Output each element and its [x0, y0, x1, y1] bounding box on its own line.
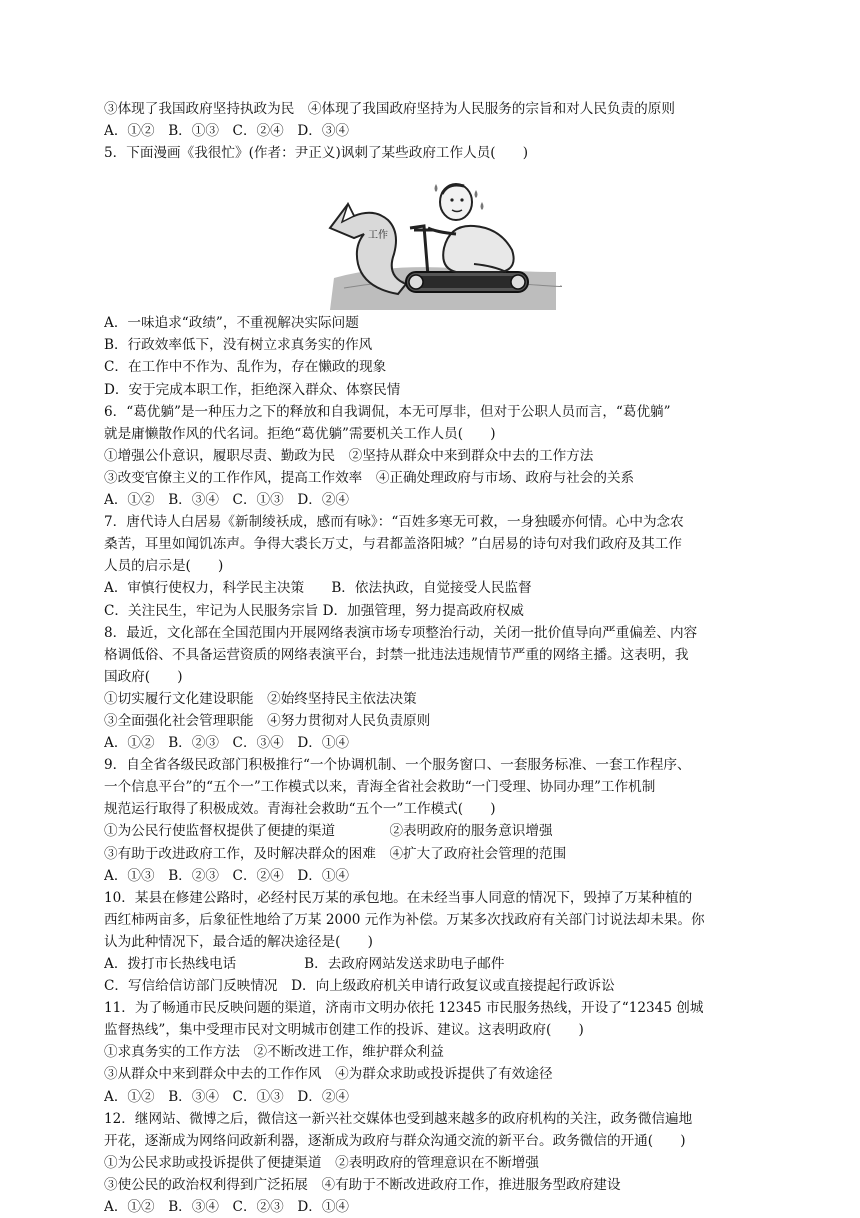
text-line: 8．最近，文化部在全国范围内开展网络表演市场专项整治行动，关闭一批价值导向严重偏差、内容 — [104, 624, 698, 641]
text-line: 监督热线”，集中受理市民对文明城市创建工作的投诉、建议。这表明政府( ) — [104, 1022, 584, 1039]
text-line: ①求真务实的工作方法 ②不断改进工作，维护群众利益 — [104, 1044, 444, 1061]
text-line: C．关注民生，牢记为人民服务宗旨 D．加强管理，努力提高政府权威 — [104, 602, 524, 619]
text-line: 12．继网站、微博之后，微信这一新兴社交媒体也受到越来越多的政府机构的关注，政务微信遍地 — [104, 1110, 693, 1127]
question-5-stem: 5．下面漫画《我很忙》(作者：尹正义)讽刺了某些政府工作人员( ) — [104, 145, 529, 162]
text-line: A．拨打市长热线电话 B．去政府网站发送求助电子邮件 — [104, 956, 505, 972]
text-line: A．①③ B．②③ C．②④ D．①④ — [104, 867, 350, 884]
text-line: ③使公民的政治权利得到广泛拓展 ④有助于不断改进政府工作，推进服务型政府建设 — [104, 1176, 621, 1193]
text-line: A．一味追求“政绩”，不重视解决实际问题 — [104, 315, 359, 332]
text-line: 6．“葛优躺”是一种压力之下的释放和自我调侃，本无可厚非，但对于公职人员而言，“葛优躺” — [104, 403, 671, 420]
text-line: 就是庸懒散作风的代名词。拒绝“葛优躺”需要机关工作人员( ) — [104, 425, 496, 442]
text-line: A．①② B．③④ C．②③ D．①④ — [104, 1199, 350, 1216]
text-line: D．安于完成本职工作，拒绝深入群众、体察民情 — [104, 381, 401, 398]
text-line: ①切实履行文化建设职能 ②始终坚持民主依法决策 — [104, 690, 417, 707]
text-line: 国政府( ) — [104, 668, 183, 685]
text-line: A．审慎行使权力，科学民主决策 B．依法执政，自觉接受人民监督 — [104, 580, 532, 597]
scroll-label: 工作 — [368, 230, 388, 242]
text-line: ③改变官僚主义的工作作风，提高工作效率 ④正确处理政府与市场、政府与社会的关系 — [104, 469, 635, 486]
question-content — [104, 98, 772, 1218]
text-line: C．写信给信访部门反映情况 D．向上级政府机关申请行政复议或直接提起行政诉讼 — [104, 978, 615, 995]
text-line: ③有助于改进政府工作，及时解决群众的困难 ④扩大了政府社会管理的范围 — [104, 845, 567, 862]
text-line: ①增强公仆意识，履职尽责、勤政为民 ②坚持从群众中来到群众中去的工作方法 — [104, 447, 594, 464]
text-line: 7．唐代诗人白居易《新制绫袄成，感而有咏》：“百姓多寒无可救，一身独暖亦何情。心中为念农 — [104, 514, 684, 531]
cartoon-image — [324, 168, 562, 310]
text-line: 9．自全省各级民政部门积极推行“一个协调机制、一个服务窗口、一套服务标准、一套工作程序、 — [104, 757, 691, 774]
text-line: ①为公民求助或投诉提供了便捷渠道 ②表明政府的管理意识在不断增强 — [104, 1154, 539, 1171]
text-line: A．①② B．③④ C．①③ D．②④ — [104, 492, 350, 509]
question-list — [104, 312, 772, 1218]
text-line: A．①② B．①③ C．②④ D．③④ — [104, 123, 350, 140]
text-line: 西红柿两亩多，后象征性地给了万某 2000 元作为补偿。万某多次找政府有关部门讨说法却未果。你 — [104, 911, 705, 928]
text-line: 规范运行取得了积极成效。青海社会救助“五个一”工作模式( ) — [104, 801, 496, 818]
text-line: 格调低俗、不具备运营资质的网络表演平台，封禁一批违法违规情节严重的网络主播。这表明，我 — [104, 646, 689, 663]
text-line: ③体现了我国政府坚持执政为民 ④体现了我国政府坚持为人民服务的宗旨和对人民负责的原则 — [104, 101, 675, 117]
text-line: 桑苦，耳里如闻饥冻声。争得大裘长万丈，与君都盖洛阳城？”白居易的诗句对我们政府及其工作 — [104, 536, 682, 553]
text-line: A．①② B．②③ C．③④ D．①④ — [104, 735, 350, 752]
text-line: 11．为了畅通市民反映问题的渠道，济南市文明办依托 12345 市民服务热线，开设了“12345 创城 — [104, 1000, 704, 1017]
text-line: C．在工作中不作为、乱作为，存在懒政的现象 — [104, 359, 387, 376]
text-line: 10．某县在修建公路时，必经村民万某的承包地。在未经当事人同意的情况下，毁掉了万某种植的 — [104, 889, 693, 906]
text-line: B．行政效率低下，没有树立求真务实的作风 — [104, 337, 373, 354]
text-line: ①为公民行使监督权提供了便捷的渠道 ②表明政府的服务意识增强 — [104, 823, 553, 840]
cartoon-area — [104, 164, 772, 312]
text-line: 一个信息平台”的“五个一”工作模式以来，青海全省社会救助“一门受理、协同办理”工作机制 — [104, 779, 656, 796]
text-line: ③全面强化社会管理职能 ④努力贯彻对人民负责原则 — [104, 712, 431, 729]
text-line: ③从群众中来到群众中去的工作作风 ④为群众求助或投诉提供了有效途径 — [104, 1066, 553, 1083]
text-line: 认为此种情况下，最合适的解决途径是( ) — [104, 933, 373, 950]
text-line: 人员的启示是( ) — [104, 558, 224, 575]
text-line: A．①② B．③④ C．①③ D．②④ — [104, 1088, 350, 1105]
text-line: 开花，逐渐成为网络问政新利器，逐渐成为政府与群众沟通交流的新平台。政务微信的开通( ) — [104, 1132, 686, 1149]
